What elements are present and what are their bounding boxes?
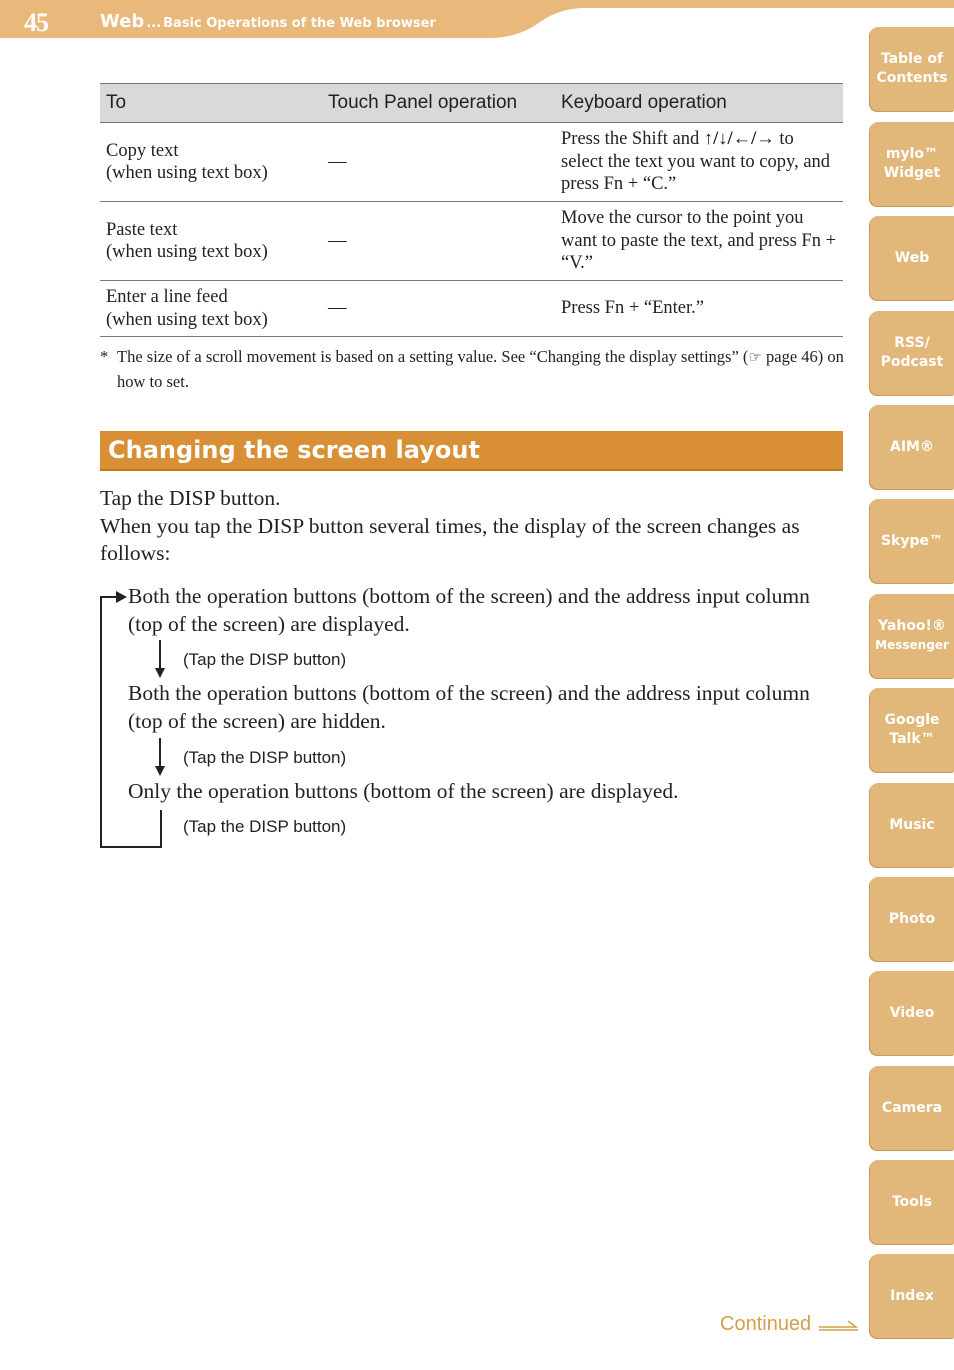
action-condition: (when using text box) — [106, 242, 268, 262]
footnote-text-before: The size of a scroll movement is based on a setting value. See “Changing the display settings” ( — [117, 347, 749, 366]
tab-aim[interactable] — [870, 405, 954, 489]
section-title: Changing the screen layout — [108, 436, 480, 464]
page-number: 45 — [24, 8, 48, 37]
tab-music[interactable] — [870, 783, 954, 867]
tab-web[interactable] — [870, 216, 954, 300]
down-arrow-line-2 — [159, 738, 161, 768]
tab-label: Messenger — [875, 638, 949, 652]
keyboard-text: Press the Shift and — [561, 129, 704, 150]
tab-mylo-widget[interactable] — [870, 122, 954, 206]
tab-table-of-contents[interactable] — [870, 27, 954, 111]
section-heading-bar — [100, 431, 843, 471]
table-cell-to — [100, 281, 322, 337]
table-header-row — [100, 84, 843, 123]
tab-label: Podcast — [880, 354, 944, 370]
intro-text — [100, 485, 845, 568]
action-condition: (when using text box) — [106, 309, 268, 330]
breadcrumb — [100, 11, 436, 32]
flow-note-3: (Tap the DISP button) — [183, 817, 347, 836]
tab-index[interactable] — [870, 1254, 954, 1338]
continued-link[interactable]: Continued — [720, 1313, 812, 1335]
operations-table — [100, 83, 843, 337]
loop-arrowhead-icon — [116, 591, 127, 603]
tab-label: Talk™ — [889, 731, 935, 747]
tab-label: Index — [890, 1287, 934, 1304]
table-cell-keyboard: Move the cursor to the point you want to paste the text, and press Fn + “V.” — [555, 202, 843, 281]
action-condition: (when using text box) — [106, 163, 268, 183]
loop-line-left — [100, 596, 102, 848]
flow-note-2: (Tap the DISP button) — [183, 748, 347, 767]
down-arrow-line-1 — [159, 640, 161, 670]
action-label: Enter a line feed — [106, 287, 228, 307]
tab-label: Tools — [891, 1193, 933, 1210]
flow-step-2: Both the operation buttons (bottom of the screen) and the address input column (top of the screen) are hidden. — [128, 681, 810, 733]
tab-video[interactable] — [870, 971, 954, 1055]
table-cell-to — [100, 202, 322, 281]
arrow-keys-icon: ↑/↓/←/→ — [703, 129, 775, 150]
action-label: Copy text — [106, 140, 179, 161]
table-row — [100, 202, 843, 281]
flow-step-1: Both the operation buttons (bottom of the screen) and the address input column (top of the screen) are displayed. — [128, 584, 810, 636]
page-reference-icon[interactable]: ☞ — [748, 350, 762, 366]
intro-line-2: When you tap the DISP button several times, the display of the screen changes as follows: — [100, 513, 800, 565]
flow-note-1: (Tap the DISP button) — [183, 650, 347, 669]
footnote — [100, 345, 845, 393]
table-cell-keyboard: Press Fn + “Enter.” — [555, 281, 843, 337]
breadcrumb-separator: ... — [146, 16, 162, 31]
down-arrow-icon — [155, 766, 165, 776]
intro-line-1: Tap the DISP button. — [100, 486, 281, 510]
tab-tools[interactable] — [870, 1160, 954, 1244]
tab-label: Music — [889, 816, 935, 833]
table-cell-touch: — — [322, 202, 555, 281]
tab-camera[interactable] — [870, 1066, 954, 1150]
tab-photo[interactable] — [870, 877, 954, 961]
tab-label: mylo™ — [885, 146, 939, 162]
column-header-keyboard: Keyboard operation — [555, 84, 843, 123]
continued-arrow-icon[interactable] — [818, 1318, 860, 1332]
tab-rss-podcast[interactable] — [870, 311, 954, 395]
breadcrumb-section[interactable]: Web — [100, 11, 145, 32]
column-header-to: To — [100, 84, 322, 123]
tab-skype[interactable] — [870, 499, 954, 583]
tab-label: Skype™ — [880, 532, 944, 549]
tab-label: Widget — [883, 165, 941, 181]
tab-label: Camera — [881, 1099, 943, 1116]
tab-label: Contents — [876, 70, 948, 86]
breadcrumb-subsection: Basic Operations of the Web browser — [163, 16, 436, 31]
tab-label: Web — [894, 249, 930, 266]
table-cell-touch: — — [322, 123, 555, 202]
flow-step-3: Only the operation buttons (bottom of the screen) are displayed. — [128, 779, 679, 803]
tab-label: Google — [884, 712, 940, 728]
column-header-touch: Touch Panel operation — [322, 84, 555, 123]
loop-line-right — [160, 810, 162, 848]
table-cell-touch: — — [322, 281, 555, 337]
footnote-text — [117, 345, 845, 393]
action-label: Paste text — [106, 219, 178, 240]
tab-label: Table of — [880, 51, 944, 67]
tab-label: Video — [889, 1004, 935, 1021]
loop-line-bottom — [100, 846, 162, 848]
table-cell-to — [100, 123, 322, 202]
down-arrow-icon — [155, 668, 165, 678]
footnote-marker: * — [100, 347, 109, 366]
table-row — [100, 123, 843, 202]
tab-label: Yahoo!® — [878, 618, 946, 634]
table-cell-keyboard — [555, 123, 843, 202]
tab-google-talk[interactable] — [870, 688, 954, 772]
table-row — [100, 281, 843, 337]
footnote-text-after[interactable]: page 46) on how to set. — [117, 347, 844, 391]
tab-yahoo-messenger[interactable] — [870, 594, 954, 678]
tab-label: Photo — [888, 910, 936, 927]
tab-label: RSS/ — [894, 335, 930, 351]
tab-label: AIM® — [890, 438, 934, 455]
keyboard-text: to select the text you want to copy, and press Fn + “C.” — [561, 129, 831, 195]
